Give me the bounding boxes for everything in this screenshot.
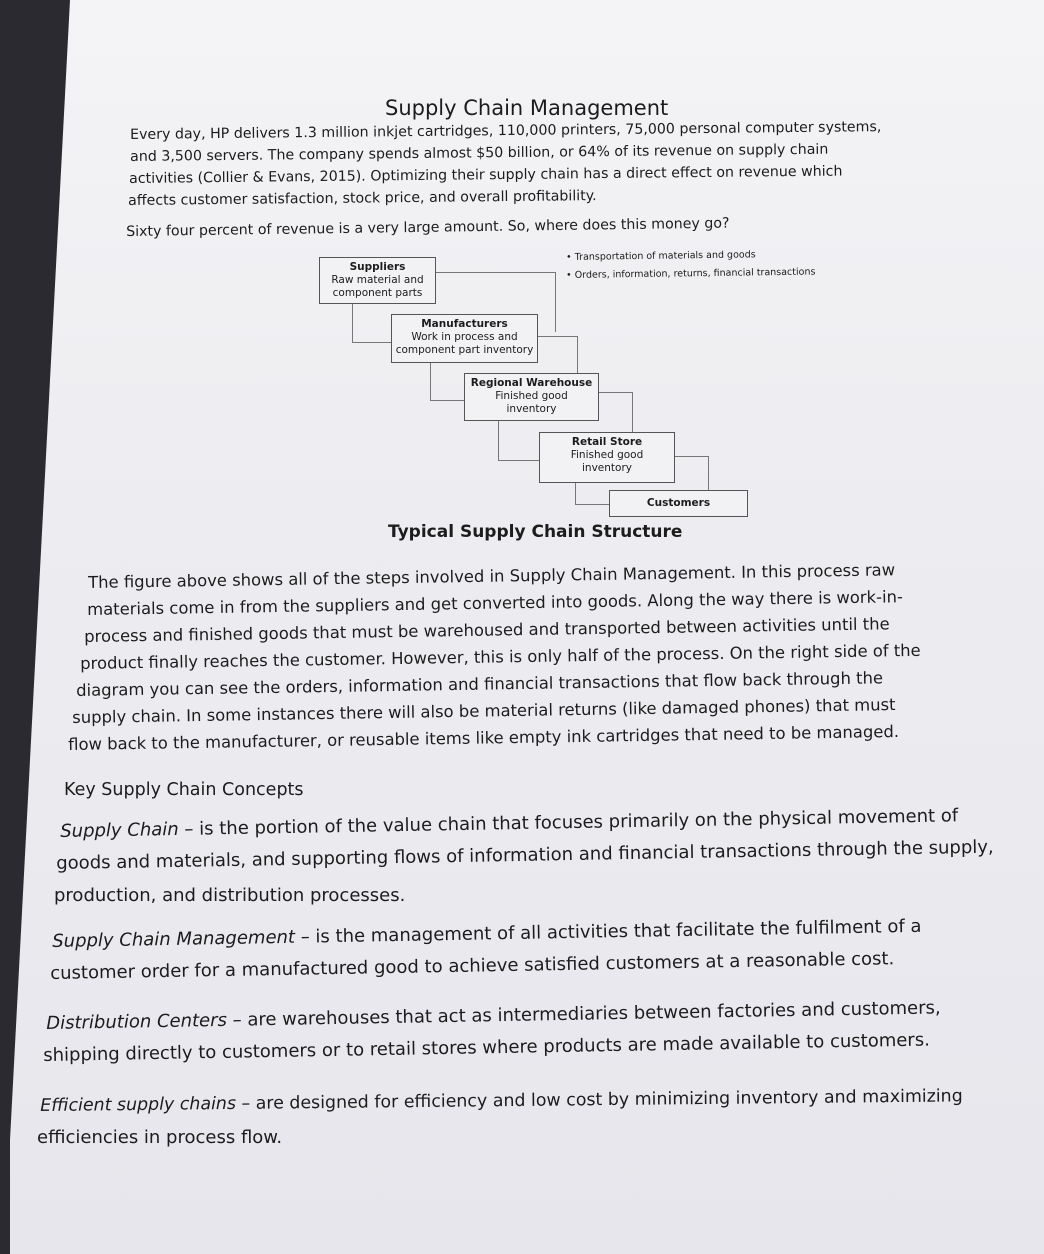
paragraph-line: flow back to the manufacturer, or reusable items like empty ink cartridges that need to be managed.	[68, 721, 900, 754]
paragraph-line: process and finished goods that must be warehoused and transported between activities until the	[84, 614, 890, 646]
term: Supply Chain Management	[52, 926, 296, 952]
paragraph-line: supply chain. In some instances there will also be material returns (like damaged phones) that must	[72, 695, 896, 727]
connector-line	[498, 420, 499, 460]
term: Efficient supply chains	[40, 1093, 237, 1116]
intro-line: Every day, HP delivers 1.3 million inkjet cartridges, 110,000 printers, 75,000 personal computer systems,	[130, 119, 882, 143]
definition-line: production, and distribution processes.	[54, 885, 406, 906]
definition-line: goods and materials, and supporting flows of information and financial transactions through the supply,	[56, 836, 994, 874]
connector-line	[555, 272, 556, 332]
definition-distribution-centers: Distribution Centers – are warehouses that act as intermediaries between factories and customers,	[46, 997, 941, 1034]
paragraph-line: diagram you can see the orders, information and financial transactions that flow back through the	[76, 668, 884, 700]
legend-item-orders: • Orders, information, returns, financial transactions	[566, 266, 816, 281]
page-title: Supply Chain Management	[385, 96, 669, 120]
connector-line	[430, 400, 464, 401]
paragraph-line: product finally reaches the customer. However, this is only half of the process. On the right side of the	[80, 640, 921, 673]
intro-line: activities (Collier & Evans, 2015). Optimizing their supply chain has a direct effect on revenue which	[129, 163, 843, 187]
definition-supply-chain: Supply Chain – is the portion of the value chain that focuses primarily on the physical movement of	[60, 805, 959, 842]
connector-line	[575, 482, 576, 504]
term: Supply Chain	[60, 818, 179, 842]
connector-line	[577, 336, 578, 376]
connector-line	[352, 303, 353, 343]
connector-line	[537, 336, 577, 337]
paragraph-line: materials come in from the suppliers and get converted into goods. Along the way there is work-in-	[87, 587, 903, 619]
connector-line	[430, 362, 431, 400]
warehouse-box: Regional Warehouse Finished good inventory	[464, 373, 599, 421]
connector-line	[498, 460, 539, 461]
intro-line: affects customer satisfaction, stock price, and overall profitability.	[128, 188, 597, 209]
customers-box: Customers	[609, 490, 748, 517]
manufacturers-box: Manufacturers Work in process and component part inventory	[391, 314, 538, 363]
connector-line	[708, 456, 709, 490]
suppliers-box: Suppliers Raw material and component parts	[319, 257, 436, 304]
connector-line	[598, 392, 632, 393]
paragraph-line: The figure above shows all of the steps involved in Supply Chain Management. In this process raw	[88, 560, 896, 592]
definition-supply-chain-management: Supply Chain Management – is the management of all activities that facilitate the fulfilment of a	[52, 915, 922, 952]
connector-line	[674, 456, 708, 457]
bullet-icon: •	[566, 269, 572, 281]
definition-line: customer order for a manufactured good to achieve satisfied customers at a reasonable cost.	[50, 948, 895, 984]
definition-line: shipping directly to customers or to retail stores where products are made available to customers.	[43, 1029, 931, 1066]
question-text: Sixty four percent of revenue is a very large amount. So, where does this money go?	[126, 215, 730, 240]
key-concepts-heading: Key Supply Chain Concepts	[64, 780, 304, 800]
definition-efficient-supply-chains: Efficient supply chains – are designed for efficiency and low cost by minimizing inventory and maximizing	[40, 1086, 963, 1116]
legend-item-transport: • Transportation of materials and goods	[566, 249, 756, 263]
intro-line: and 3,500 servers. The company spends almost $50 billion, or 64% of its revenue on supply chain	[130, 141, 829, 165]
connector-line	[632, 392, 633, 432]
term: Distribution Centers	[46, 1009, 228, 1034]
connector-line	[435, 272, 555, 273]
bullet-icon: •	[566, 251, 572, 263]
retail-store-box: Retail Store Finished good inventory	[539, 432, 675, 483]
definition-line: efficiencies in process flow.	[37, 1127, 283, 1148]
connector-line	[352, 342, 392, 343]
figure-caption: Typical Supply Chain Structure	[388, 522, 683, 542]
connector-line	[575, 504, 609, 505]
